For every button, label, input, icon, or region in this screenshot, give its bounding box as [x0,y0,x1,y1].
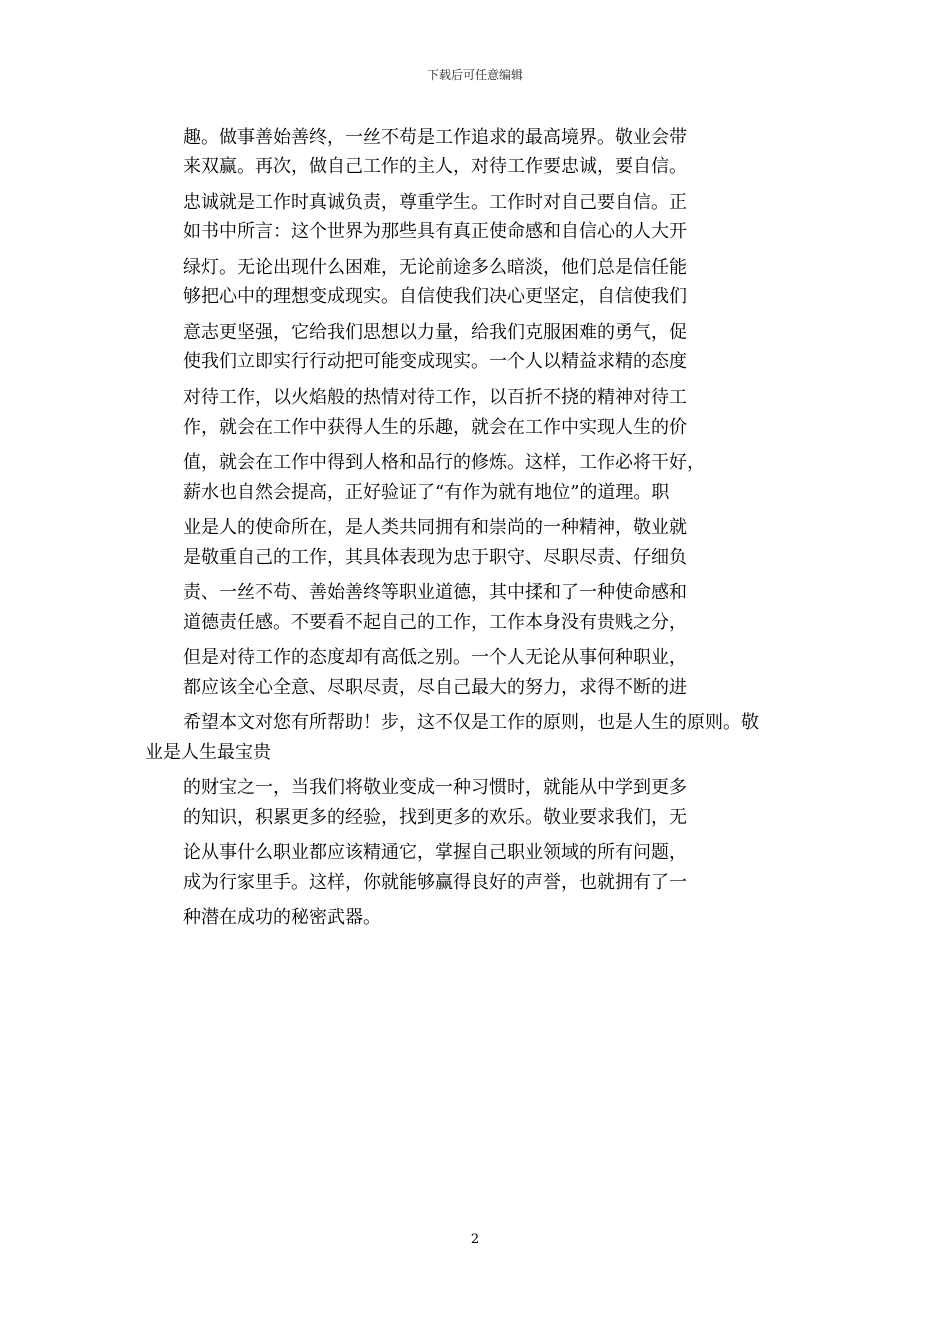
paragraph-line: 业是人的使命所在，是人类共同拥有和崇尚的一种精神，敬业就 [183,517,687,538]
paragraph-line: 薪水也自然会提高，正好验证了“有作为就有地位”的道理。职 [183,482,670,503]
page-header: 下载后可任意编辑 [426,68,523,82]
paragraph-line: 作，就会在工作中获得人生的乐趣，就会在工作中实现人生的价 [183,417,687,438]
paragraph-line: 希望本文对您有所帮助！步，这不仅是工作的原则，也是人生的原则。敬 [183,712,759,733]
paragraph-line: 种潜在成功的秘密武器。 [183,907,381,928]
paragraph-line: 的知识，积累更多的经验，找到更多的欢乐。敬业要求我们，无 [183,807,687,828]
paragraph-line: 绿灯。无论出现什么困难，无论前途多么暗淡，他们总是信任能 [183,257,687,278]
paragraph-line: 意志更坚强，它给我们思想以力量，给我们克服困难的勇气，促 [183,322,687,343]
paragraph-line: 趣。做事善始善终，一丝不苟是工作追求的最高境界。敬业会带 [183,127,687,148]
paragraph-line: 责、一丝不苟、善始善终等职业道德，其中揉和了一种使命感和 [183,582,687,603]
paragraph-line: 使我们立即实行行动把可能变成现实。一个人以精益求精的态度 [183,351,687,372]
paragraph-line: 但是对待工作的态度却有高低之别。一个人无论从事何种职业， [183,647,687,668]
paragraph-line: 来双赢。再次，做自己工作的主人，对待工作要忠诚，要自信。 [183,156,687,177]
paragraph-line: 忠诚就是工作时真诚负责，尊重学生。工作时对自己要自信。正 [183,192,687,213]
paragraph-line: 够把心中的理想变成现实。自信使我们决心更坚定，自信使我们 [183,286,687,307]
paragraph-line: 论从事什么职业都应该精通它，掌握自己职业领域的所有问题， [183,842,687,863]
page-number: 2 [470,1232,480,1247]
paragraph-line: 对待工作，以火焰般的热情对待工作，以百折不挠的精神对待工 [183,387,687,408]
paragraph-line: 是敬重自己的工作，其具体表现为忠于职守、尽职尽责、仔细负 [183,547,687,568]
paragraph-line: 业是人生最宝贵 [145,742,271,763]
paragraph-line: 成为行家里手。这样，你就能够赢得良好的声誉，也就拥有了一 [183,872,687,893]
paragraph-line: 如书中所言：这个世界为那些具有真正使命感和自信心的人大开 [183,221,687,242]
paragraph-line: 值，就会在工作中得到人格和品行的修炼。这样，工作必将干好， [183,452,705,473]
paragraph-line: 都应该全心全意、尽职尽责，尽自己最大的努力，求得不断的进 [183,677,687,698]
paragraph-line: 道德责任感。不要看不起自己的工作，工作本身没有贵贱之分， [183,612,687,633]
paragraph-line: 的财宝之一，当我们将敬业变成一种习惯时，就能从中学到更多 [183,777,687,798]
